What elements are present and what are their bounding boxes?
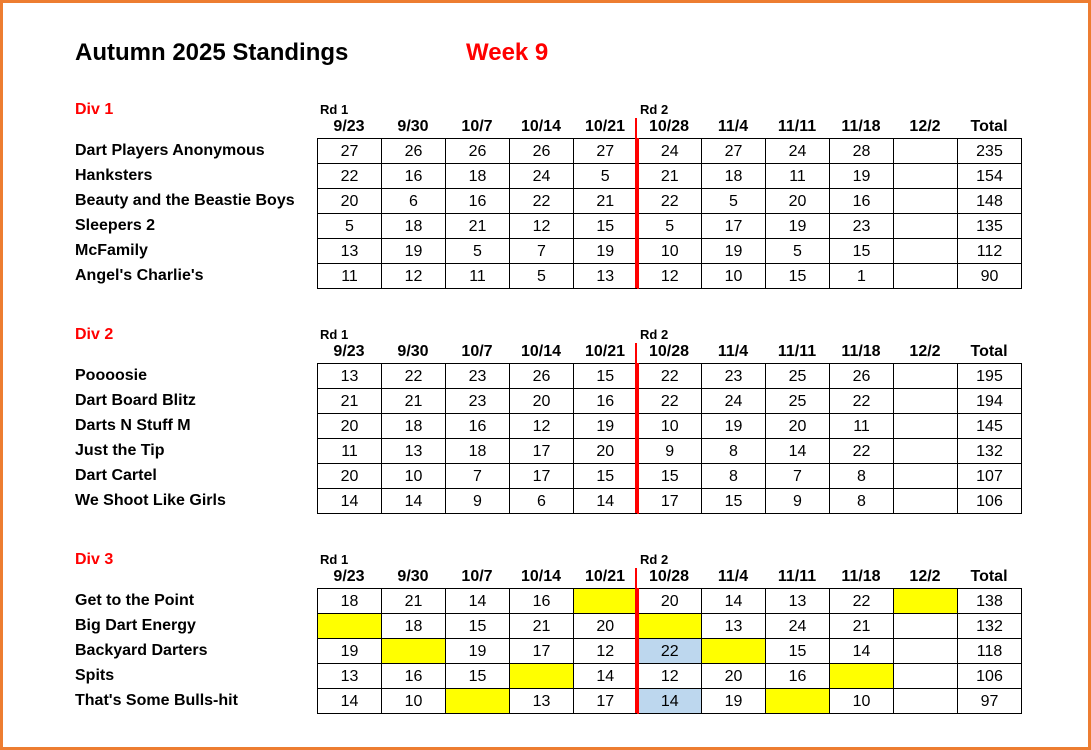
division-label: Div 1 xyxy=(75,101,114,118)
date-header: 11/18 xyxy=(841,568,881,585)
score-cell xyxy=(574,589,638,614)
table-row xyxy=(318,489,1022,514)
score-cell xyxy=(766,689,830,714)
table-row xyxy=(318,214,1022,239)
date-header: 11/4 xyxy=(717,118,749,135)
score-cell xyxy=(894,614,958,639)
date-header: Total xyxy=(970,118,1008,135)
date-header: 10/14 xyxy=(520,568,562,585)
team-name: Spits xyxy=(75,667,115,684)
total-cell: 154 xyxy=(958,164,1022,189)
score-cell: 19 xyxy=(574,239,638,264)
score-cell: 7 xyxy=(766,464,830,489)
total-cell: 90 xyxy=(958,264,1022,289)
score-cell: 20 xyxy=(638,589,702,614)
score-cell: 14 xyxy=(638,689,702,714)
total-cell: 106 xyxy=(958,489,1022,514)
date-header: 9/30 xyxy=(397,118,429,135)
date-header: 9/23 xyxy=(333,118,365,135)
score-cell: 22 xyxy=(510,189,574,214)
date-header: 10/7 xyxy=(461,343,493,360)
score-cell: 14 xyxy=(318,689,382,714)
score-cell: 16 xyxy=(510,589,574,614)
team-name: Dart Board Blitz xyxy=(75,392,196,409)
score-cell: 20 xyxy=(574,614,638,639)
score-cell xyxy=(318,614,382,639)
date-header: 11/18 xyxy=(841,343,881,360)
score-cell: 18 xyxy=(702,164,766,189)
score-cell: 22 xyxy=(638,189,702,214)
score-cell: 21 xyxy=(830,614,894,639)
score-cell: 26 xyxy=(382,139,446,164)
score-cell xyxy=(894,164,958,189)
date-header: 9/23 xyxy=(333,568,365,585)
score-cell: 6 xyxy=(510,489,574,514)
score-cell: 23 xyxy=(446,364,510,389)
score-cell: 27 xyxy=(318,139,382,164)
date-header: 12/2 xyxy=(909,568,941,585)
score-cell: 20 xyxy=(702,664,766,689)
score-cell: 21 xyxy=(318,389,382,414)
score-cell: 18 xyxy=(382,214,446,239)
team-name: Just the Tip xyxy=(75,442,165,459)
score-cell: 12 xyxy=(510,414,574,439)
score-cell: 13 xyxy=(510,689,574,714)
team-name: That's Some Bulls-hit xyxy=(75,692,238,709)
score-cell: 15 xyxy=(638,464,702,489)
date-header-row xyxy=(3,342,1091,362)
table-row xyxy=(318,389,1022,414)
score-cell: 5 xyxy=(446,239,510,264)
score-cell xyxy=(894,189,958,214)
score-cell: 13 xyxy=(574,264,638,289)
round-label-rd2: Rd 2 xyxy=(640,102,669,117)
score-cell: 16 xyxy=(830,189,894,214)
standings-table xyxy=(317,138,1022,289)
score-cell xyxy=(894,439,958,464)
score-cell: 15 xyxy=(574,364,638,389)
total-cell: 135 xyxy=(958,214,1022,239)
table-row xyxy=(318,464,1022,489)
score-cell: 12 xyxy=(638,264,702,289)
score-cell: 11 xyxy=(446,264,510,289)
score-cell: 15 xyxy=(446,614,510,639)
date-header-row xyxy=(3,567,1091,587)
score-cell: 14 xyxy=(446,589,510,614)
table-row xyxy=(318,189,1022,214)
score-cell: 21 xyxy=(446,214,510,239)
score-cell: 10 xyxy=(638,239,702,264)
team-name: Dart Players Anonymous xyxy=(75,142,265,159)
total-cell: 132 xyxy=(958,614,1022,639)
team-name: Beauty and the Beastie Boys xyxy=(75,192,295,209)
total-cell: 107 xyxy=(958,464,1022,489)
score-cell: 5 xyxy=(318,214,382,239)
score-cell: 16 xyxy=(446,189,510,214)
date-header: 9/30 xyxy=(397,343,429,360)
team-name: Hanksters xyxy=(75,167,153,184)
total-cell: 194 xyxy=(958,389,1022,414)
score-cell: 19 xyxy=(766,214,830,239)
date-header: 9/23 xyxy=(333,343,365,360)
team-name: Dart Cartel xyxy=(75,467,157,484)
score-cell xyxy=(894,364,958,389)
score-cell: 14 xyxy=(830,639,894,664)
score-cell: 14 xyxy=(766,439,830,464)
total-cell: 112 xyxy=(958,239,1022,264)
table-row xyxy=(318,664,1022,689)
total-cell: 145 xyxy=(958,414,1022,439)
score-cell: 19 xyxy=(830,164,894,189)
date-header: 10/21 xyxy=(584,118,626,135)
score-cell: 11 xyxy=(830,414,894,439)
score-cell: 8 xyxy=(830,464,894,489)
score-cell xyxy=(382,639,446,664)
round-divider xyxy=(635,343,637,513)
total-cell: 106 xyxy=(958,664,1022,689)
score-cell: 24 xyxy=(638,139,702,164)
round-label-rd1: Rd 1 xyxy=(320,327,349,342)
total-cell: 148 xyxy=(958,189,1022,214)
score-cell xyxy=(510,664,574,689)
score-cell: 24 xyxy=(766,139,830,164)
date-header: 11/18 xyxy=(841,118,881,135)
score-cell xyxy=(446,689,510,714)
score-cell: 20 xyxy=(318,464,382,489)
date-header: Total xyxy=(970,343,1008,360)
score-cell: 17 xyxy=(510,639,574,664)
score-cell: 20 xyxy=(318,414,382,439)
table-row xyxy=(318,589,1022,614)
score-cell: 14 xyxy=(382,489,446,514)
score-cell: 26 xyxy=(510,364,574,389)
team-name: Angel's Charlie's xyxy=(75,267,204,284)
score-cell xyxy=(894,239,958,264)
score-cell: 24 xyxy=(702,389,766,414)
score-cell: 26 xyxy=(830,364,894,389)
score-cell: 19 xyxy=(702,414,766,439)
score-cell: 16 xyxy=(446,414,510,439)
score-cell: 22 xyxy=(382,364,446,389)
score-cell: 8 xyxy=(702,464,766,489)
table-row xyxy=(318,439,1022,464)
date-header: 10/21 xyxy=(584,568,626,585)
team-name: Get to the Point xyxy=(75,592,195,609)
score-cell: 15 xyxy=(574,464,638,489)
score-cell: 25 xyxy=(766,389,830,414)
score-cell xyxy=(894,264,958,289)
score-cell: 18 xyxy=(446,439,510,464)
score-cell xyxy=(894,139,958,164)
table-row xyxy=(318,239,1022,264)
score-cell: 17 xyxy=(638,489,702,514)
score-cell xyxy=(894,689,958,714)
score-cell: 13 xyxy=(318,239,382,264)
score-cell: 26 xyxy=(446,139,510,164)
score-cell: 15 xyxy=(766,264,830,289)
score-cell: 13 xyxy=(382,439,446,464)
round-divider xyxy=(635,568,637,713)
score-cell: 18 xyxy=(318,589,382,614)
date-header: 10/7 xyxy=(461,568,493,585)
table-row xyxy=(318,364,1022,389)
date-header: 10/14 xyxy=(520,118,562,135)
score-cell: 19 xyxy=(382,239,446,264)
score-cell: 20 xyxy=(318,189,382,214)
score-cell: 27 xyxy=(702,139,766,164)
date-header-row xyxy=(3,117,1091,137)
score-cell: 22 xyxy=(638,639,702,664)
date-header: 10/14 xyxy=(520,343,562,360)
score-cell: 13 xyxy=(318,664,382,689)
total-cell: 138 xyxy=(958,589,1022,614)
date-header: 10/7 xyxy=(461,118,493,135)
score-cell: 21 xyxy=(510,614,574,639)
score-cell: 17 xyxy=(574,689,638,714)
date-header: 10/28 xyxy=(648,118,690,135)
score-cell: 11 xyxy=(766,164,830,189)
score-cell: 19 xyxy=(318,639,382,664)
score-cell: 19 xyxy=(702,689,766,714)
score-cell: 15 xyxy=(702,489,766,514)
score-cell: 5 xyxy=(702,189,766,214)
date-header: 11/11 xyxy=(777,343,817,360)
division-label: Div 3 xyxy=(75,551,114,568)
table-row xyxy=(318,264,1022,289)
score-cell: 10 xyxy=(702,264,766,289)
date-header: 12/2 xyxy=(909,118,941,135)
page-title: Autumn 2025 Standings xyxy=(75,39,349,66)
score-cell: 9 xyxy=(446,489,510,514)
score-cell: 17 xyxy=(510,464,574,489)
total-cell: 235 xyxy=(958,139,1022,164)
score-cell: 24 xyxy=(510,164,574,189)
score-cell: 18 xyxy=(382,414,446,439)
score-cell: 14 xyxy=(574,664,638,689)
score-cell: 18 xyxy=(446,164,510,189)
score-cell: 14 xyxy=(702,589,766,614)
score-cell: 10 xyxy=(382,689,446,714)
score-cell: 22 xyxy=(830,389,894,414)
score-cell: 28 xyxy=(830,139,894,164)
score-cell: 13 xyxy=(766,589,830,614)
date-header: Total xyxy=(970,568,1008,585)
score-cell: 7 xyxy=(446,464,510,489)
team-name: Darts N Stuff M xyxy=(75,417,191,434)
score-cell: 19 xyxy=(574,414,638,439)
date-header: 10/21 xyxy=(584,343,626,360)
table-row xyxy=(318,414,1022,439)
date-header: 9/30 xyxy=(397,568,429,585)
score-cell: 5 xyxy=(574,164,638,189)
table-row xyxy=(318,689,1022,714)
score-cell xyxy=(894,214,958,239)
team-name: Backyard Darters xyxy=(75,642,208,659)
team-name: McFamily xyxy=(75,242,148,259)
score-cell: 13 xyxy=(318,364,382,389)
round-divider xyxy=(635,118,637,288)
score-cell: 16 xyxy=(382,164,446,189)
total-cell: 97 xyxy=(958,689,1022,714)
score-cell: 1 xyxy=(830,264,894,289)
score-cell: 22 xyxy=(830,439,894,464)
team-name: Poooosie xyxy=(75,367,148,384)
table-row xyxy=(318,639,1022,664)
score-cell: 14 xyxy=(318,489,382,514)
standings-table xyxy=(317,588,1022,714)
division-label: Div 2 xyxy=(75,326,114,343)
round-label-rd2: Rd 2 xyxy=(640,327,669,342)
score-cell: 26 xyxy=(510,139,574,164)
score-cell: 9 xyxy=(766,489,830,514)
score-cell: 21 xyxy=(382,589,446,614)
total-cell: 118 xyxy=(958,639,1022,664)
score-cell: 14 xyxy=(574,489,638,514)
table-row xyxy=(318,139,1022,164)
score-cell: 25 xyxy=(766,364,830,389)
score-cell: 18 xyxy=(382,614,446,639)
team-name: Big Dart Energy xyxy=(75,617,196,634)
score-cell: 24 xyxy=(766,614,830,639)
score-cell xyxy=(638,614,702,639)
score-cell: 20 xyxy=(766,414,830,439)
score-cell: 5 xyxy=(766,239,830,264)
score-cell: 7 xyxy=(510,239,574,264)
team-name: We Shoot Like Girls xyxy=(75,492,226,509)
score-cell: 22 xyxy=(830,589,894,614)
score-cell: 23 xyxy=(830,214,894,239)
score-cell: 9 xyxy=(638,439,702,464)
score-cell: 12 xyxy=(638,664,702,689)
score-cell: 11 xyxy=(318,439,382,464)
score-cell: 19 xyxy=(446,639,510,664)
date-header: 12/2 xyxy=(909,343,941,360)
score-cell: 22 xyxy=(638,364,702,389)
score-cell: 10 xyxy=(830,689,894,714)
total-cell: 132 xyxy=(958,439,1022,464)
score-cell: 15 xyxy=(574,214,638,239)
score-cell xyxy=(894,664,958,689)
date-header: 10/28 xyxy=(648,343,690,360)
score-cell: 20 xyxy=(766,189,830,214)
score-cell xyxy=(894,414,958,439)
score-cell xyxy=(894,589,958,614)
score-cell: 17 xyxy=(702,214,766,239)
score-cell: 5 xyxy=(510,264,574,289)
score-cell: 21 xyxy=(574,189,638,214)
score-cell xyxy=(894,389,958,414)
score-cell: 22 xyxy=(638,389,702,414)
score-cell: 16 xyxy=(766,664,830,689)
score-cell: 22 xyxy=(318,164,382,189)
date-header: 11/4 xyxy=(717,568,749,585)
score-cell: 20 xyxy=(574,439,638,464)
score-cell: 19 xyxy=(702,239,766,264)
score-cell xyxy=(894,489,958,514)
score-cell: 12 xyxy=(510,214,574,239)
score-cell: 6 xyxy=(382,189,446,214)
score-cell: 23 xyxy=(446,389,510,414)
score-cell: 8 xyxy=(830,489,894,514)
score-cell: 16 xyxy=(574,389,638,414)
score-cell: 12 xyxy=(574,639,638,664)
total-cell: 195 xyxy=(958,364,1022,389)
score-cell xyxy=(830,664,894,689)
score-cell: 8 xyxy=(702,439,766,464)
score-cell: 10 xyxy=(382,464,446,489)
date-header: 11/11 xyxy=(777,118,817,135)
score-cell xyxy=(702,639,766,664)
score-cell: 15 xyxy=(830,239,894,264)
score-cell: 20 xyxy=(510,389,574,414)
score-cell: 21 xyxy=(382,389,446,414)
score-cell: 11 xyxy=(318,264,382,289)
score-cell xyxy=(894,464,958,489)
score-cell: 10 xyxy=(638,414,702,439)
week-label: Week 9 xyxy=(466,39,549,66)
date-header: 11/4 xyxy=(717,343,749,360)
date-header: 10/28 xyxy=(648,568,690,585)
score-cell: 15 xyxy=(446,664,510,689)
team-name: Sleepers 2 xyxy=(75,217,156,234)
score-cell: 15 xyxy=(766,639,830,664)
round-label-rd2: Rd 2 xyxy=(640,552,669,567)
score-cell xyxy=(894,639,958,664)
score-cell: 5 xyxy=(638,214,702,239)
table-row xyxy=(318,614,1022,639)
score-cell: 27 xyxy=(574,139,638,164)
round-label-rd1: Rd 1 xyxy=(320,102,349,117)
score-cell: 21 xyxy=(638,164,702,189)
score-cell: 17 xyxy=(510,439,574,464)
standings-table xyxy=(317,363,1022,514)
score-cell: 16 xyxy=(382,664,446,689)
round-label-rd1: Rd 1 xyxy=(320,552,349,567)
score-cell: 23 xyxy=(702,364,766,389)
score-cell: 12 xyxy=(382,264,446,289)
score-cell: 13 xyxy=(702,614,766,639)
date-header: 11/11 xyxy=(777,568,817,585)
table-row xyxy=(318,164,1022,189)
